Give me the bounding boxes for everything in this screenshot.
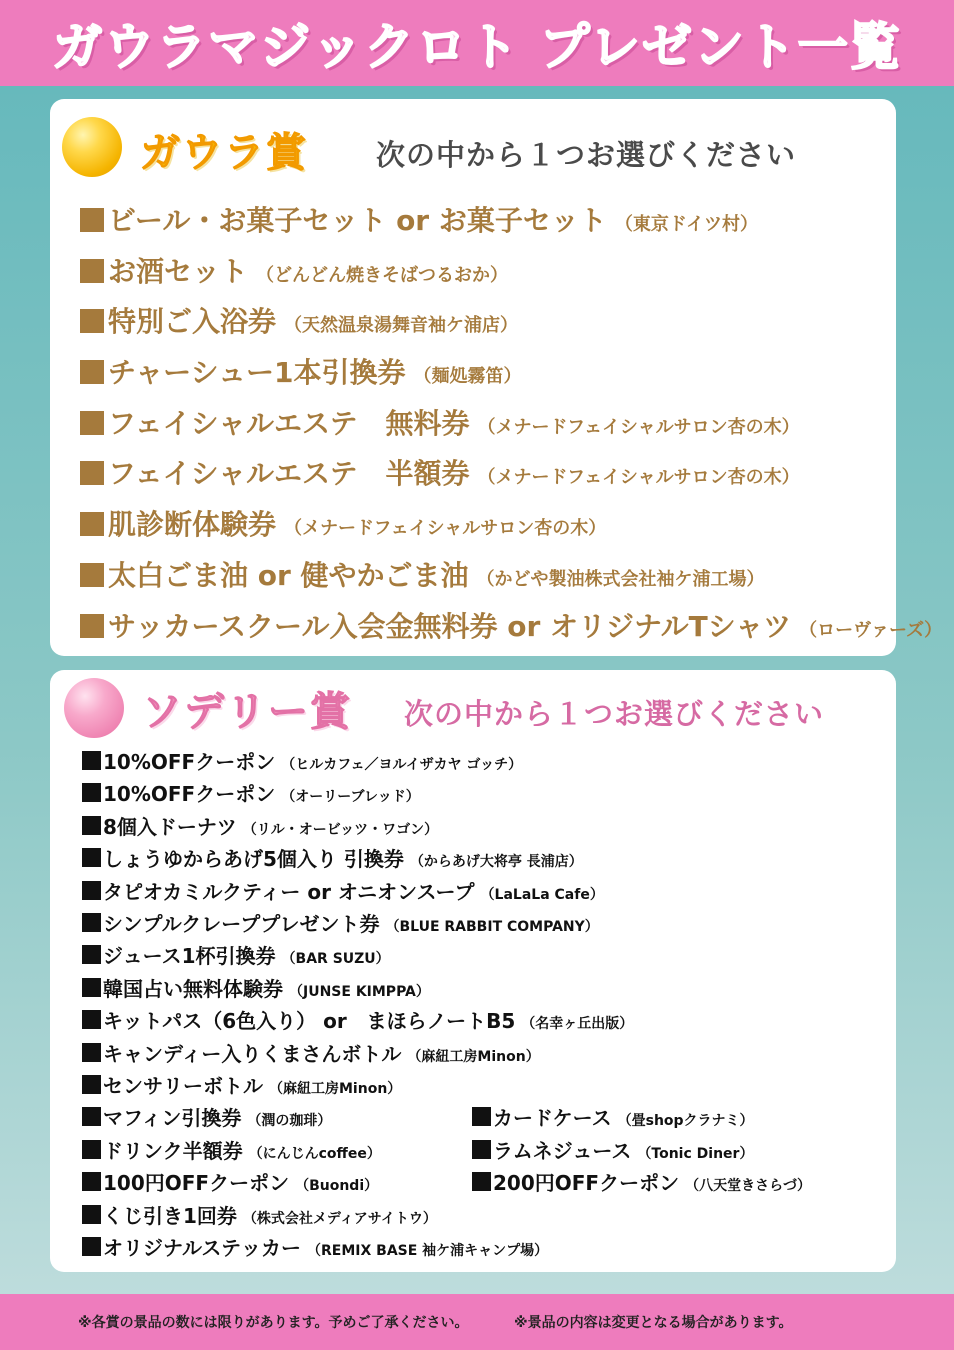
gaura-prize-title: ガウラ賞 (140, 130, 308, 176)
prize-item-label: シンプルクレーププレゼント券 (103, 912, 380, 936)
square-bullet-icon (82, 1075, 101, 1094)
square-bullet-icon (80, 208, 104, 232)
prize-item-label: フェイシャルエステ 半額券 (108, 457, 470, 491)
prize-item (80, 300, 942, 351)
prize-item-label: 10%OFFクーポン (103, 782, 276, 807)
prize-item-sponsor: （かどや製油株式会社袖ケ浦工場） (476, 568, 765, 590)
prize-item-sponsor: （オーリーブレッド） (281, 789, 420, 806)
square-bullet-icon (80, 512, 104, 536)
prize-item (82, 973, 430, 1002)
square-bullet-icon (82, 1237, 101, 1256)
prize-item (80, 554, 942, 605)
page-title: ガウラマジックロト プレゼント一覧 (52, 18, 902, 76)
prize-item-sponsor: （八天堂きさらづ） (685, 1178, 811, 1195)
prize-item (82, 1038, 540, 1067)
square-bullet-icon (472, 1107, 491, 1126)
footer-banner (0, 1294, 954, 1350)
prize-item-label: ラムネジュース (493, 1138, 632, 1163)
prize-item-sponsor: （麻紐工房Minon） (269, 1081, 402, 1097)
prize-item-label: キットパス（6色入り） or まほらノートB5 (103, 1009, 516, 1034)
soderi-prize-card (50, 670, 896, 1272)
prize-item-sponsor: （麺処霧笛） (413, 366, 522, 388)
prize-item (82, 940, 390, 969)
prize-item (82, 1135, 381, 1164)
square-bullet-icon (82, 783, 101, 802)
prize-item-sponsor: （JUNSE KIMPPA） (289, 983, 430, 1000)
prize-item (82, 1070, 401, 1099)
prize-item-sponsor: （株式会社メディアサイトウ） (242, 1210, 437, 1227)
gaura-prize-list (80, 199, 942, 655)
square-bullet-icon (80, 614, 104, 638)
prize-item (80, 250, 942, 301)
prize-item (82, 843, 583, 872)
prize-item-label: オリジナルステッカー (103, 1236, 301, 1260)
soderi-prize-title: ソデリー賞 (142, 689, 352, 735)
square-bullet-icon (82, 1172, 101, 1191)
gaura-instruction: 次の中から１つお選びください (376, 138, 797, 172)
prize-item-sponsor: （BLUE RABBIT COMPANY） (385, 919, 599, 935)
prize-item-sponsor: （にんじんcoffee） (248, 1145, 381, 1162)
prize-item-label: くじ引き1回券 (103, 1203, 237, 1228)
prize-item (82, 1167, 378, 1196)
square-bullet-icon (472, 1140, 491, 1159)
prize-item-sponsor: （Buondi） (295, 1178, 379, 1195)
square-bullet-icon (82, 1205, 101, 1224)
prize-item-label: 太白ごま油 or 健やかごま油 (108, 558, 469, 592)
square-bullet-icon (82, 945, 101, 964)
square-bullet-icon (82, 848, 101, 867)
prize-item-sponsor: （メナードフェイシャルサロン杏の木） (477, 467, 800, 489)
prize-item-label: フェイシャルエステ 無料券 (108, 406, 470, 440)
pink-ball-icon (64, 678, 124, 738)
square-bullet-icon (82, 881, 101, 900)
prize-item-label: 10%OFFクーポン (103, 750, 276, 774)
prize-item-sponsor: （LaLaLa Cafe） (480, 886, 604, 903)
square-bullet-icon (82, 1140, 101, 1159)
prize-item-label: 韓国占い無料体験券 (103, 976, 283, 1001)
prize-item (80, 452, 942, 503)
footer-note-change: ※景品の内容は変更となる場合があります。 (514, 1315, 793, 1331)
prize-item-label: しょうゆからあげ5個入り 引換券 (103, 847, 404, 872)
square-bullet-icon (82, 1107, 101, 1126)
prize-item-label: キャンディー入りくまさんボトル (103, 1041, 402, 1066)
square-bullet-icon (82, 816, 101, 835)
gaura-prize-card (50, 99, 943, 656)
square-bullet-icon (82, 1010, 101, 1029)
prize-item-label: 200円OFFクーポン (493, 1171, 680, 1196)
prize-item (80, 605, 942, 656)
prize-item (80, 402, 942, 453)
prize-item-sponsor: （REMIX BASE 袖ケ浦キャンプ場） (307, 1243, 549, 1259)
prize-item (82, 1232, 548, 1261)
prize-item (80, 503, 942, 554)
prize-item-label: 8個入ドーナツ (103, 814, 237, 839)
prize-item-sponsor: （麻紐工房Minon） (407, 1048, 540, 1065)
prize-item-label: チャーシュー1本引換券 (108, 356, 406, 390)
prize-item (472, 1102, 754, 1131)
prize-item (80, 199, 942, 250)
square-bullet-icon (80, 309, 104, 333)
square-bullet-icon (80, 259, 104, 283)
prize-item-sponsor: （潤の珈琲） (247, 1113, 332, 1130)
square-bullet-icon (80, 411, 104, 435)
square-bullet-icon (82, 1043, 101, 1062)
prize-item-label: お酒セット (108, 254, 249, 288)
prize-item-label: カードケース (493, 1106, 612, 1131)
prize-item-sponsor: （天然温泉湯舞音袖ケ浦店） (284, 315, 519, 337)
prize-item-label: 特別ご入浴券 (108, 305, 277, 339)
prize-item-sponsor: （名幸ヶ丘出版） (521, 1016, 634, 1033)
prize-item-sponsor: （メナードフェイシャルサロン杏の木） (477, 416, 800, 438)
prize-item-label: センサリーボトル (103, 1074, 263, 1098)
square-bullet-icon (82, 751, 101, 770)
prize-item (82, 746, 522, 775)
prize-item-sponsor: （メナードフェイシャルサロン杏の木） (284, 518, 607, 540)
square-bullet-icon (80, 461, 104, 485)
square-bullet-icon (82, 913, 101, 932)
prize-item-sponsor: （リル・オービッツ・ワゴン） (242, 821, 439, 838)
prize-item-label: サッカースクール入会金無料券 or オリジナルTシャツ (108, 609, 792, 643)
prize-item (80, 351, 942, 402)
prize-item-sponsor: （東京ドイツ村） (614, 214, 758, 235)
prize-item-label: 肌診断体験券 (108, 508, 277, 542)
prize-item-label: ビール・お菓子セット or お菓子セット (108, 204, 607, 237)
prize-item (82, 1102, 331, 1131)
prize-item-sponsor: （からあげ大将亭 長浦店） (409, 854, 583, 871)
prize-item (82, 876, 604, 905)
prize-item (82, 811, 438, 840)
prize-item-label: ドリンク半額券 (103, 1138, 243, 1163)
prize-item (82, 908, 599, 937)
gold-ball-icon (62, 117, 122, 177)
prize-item (82, 778, 420, 807)
prize-item (82, 1200, 437, 1229)
prize-item-label: 100円OFFクーポン (103, 1171, 290, 1196)
prize-item-label: マフィン引換券 (103, 1106, 242, 1131)
prize-item (472, 1167, 811, 1196)
prize-item-label: ジュース1杯引換券 (103, 944, 276, 969)
soderi-instruction: 次の中から１つお選びください (404, 697, 825, 731)
header-banner (0, 0, 954, 86)
prize-item (82, 1005, 633, 1034)
prize-item-sponsor: （ローヴァーズ） (799, 619, 943, 641)
prize-item-sponsor: （どんどん焼きそばつるおか） (256, 264, 509, 286)
prize-item-sponsor: （BAR SUZU） (281, 951, 390, 968)
footer-note-quantity: ※各賞の景品の数には限りがあります。予めご了承ください。 (78, 1315, 469, 1331)
prize-item-sponsor: （ヒルカフェ／ヨルイザカヤ ゴッチ） (281, 757, 523, 773)
prize-item (472, 1135, 753, 1164)
square-bullet-icon (80, 563, 104, 587)
prize-item-sponsor: （Tonic Diner） (637, 1145, 754, 1162)
square-bullet-icon (472, 1172, 491, 1191)
prize-item-label: タピオカミルクティー or オニオンスープ (103, 879, 475, 904)
prize-item-sponsor: （畳shopクラナミ） (617, 1113, 754, 1130)
square-bullet-icon (82, 978, 101, 997)
square-bullet-icon (80, 360, 104, 384)
